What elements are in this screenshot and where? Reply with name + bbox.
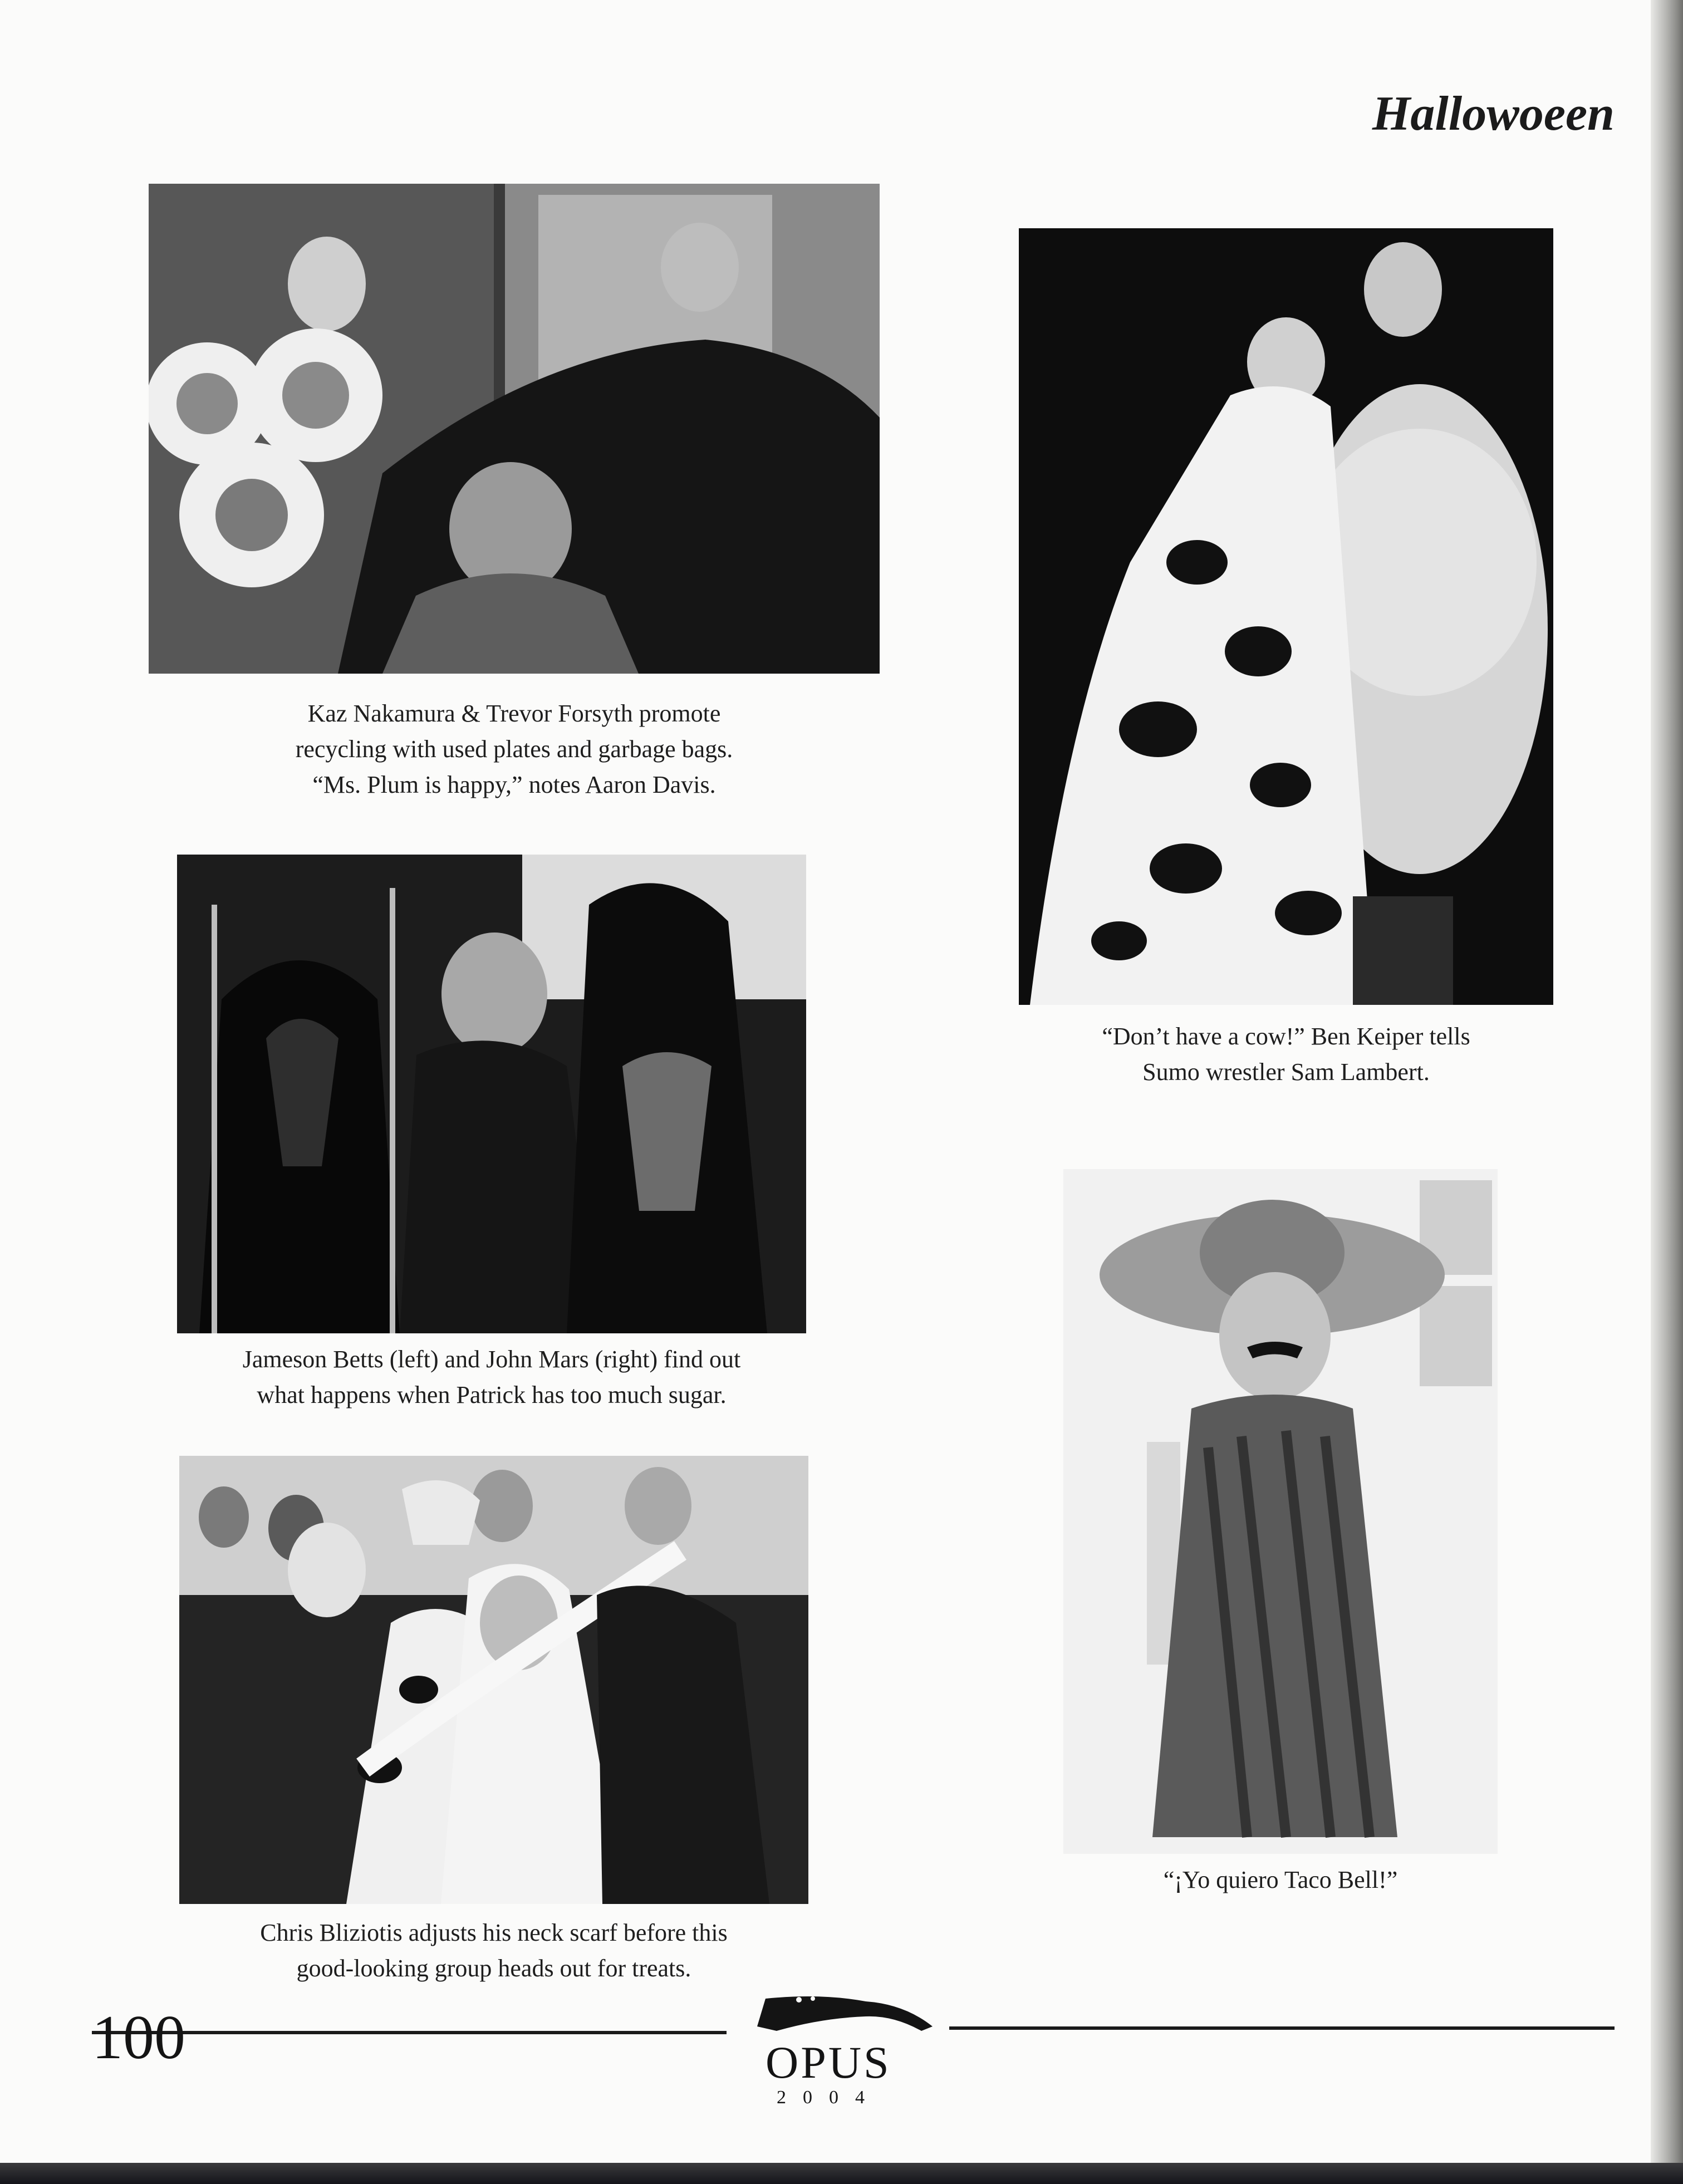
caption-group	[146, 1915, 842, 1986]
opus-car-icon	[754, 1987, 938, 2038]
logo-year: 2004	[777, 2087, 881, 2108]
caption-line: recycling with used plates and garbage bags.	[295, 735, 733, 763]
page-bottom-edge	[0, 2163, 1683, 2184]
caption-taco	[1063, 1862, 1498, 1898]
caption-line: Kaz Nakamura & Trevor Forsyth promote	[307, 700, 721, 727]
logo-word: OPUS	[766, 2037, 891, 2088]
photo-hooded-figures	[177, 855, 806, 1333]
caption-line: what happens when Patrick has too much sugar.	[257, 1381, 727, 1408]
caption-cow-sumo	[1019, 1019, 1553, 1090]
photo-sombrero-poncho	[1063, 1169, 1498, 1854]
caption-line: good-looking group heads out for treats.	[296, 1955, 691, 1982]
photo-recycling-costumes	[149, 184, 880, 674]
caption-line: “¡Yo quiero Taco Bell!”	[1163, 1866, 1398, 1893]
caption-recycling	[149, 696, 880, 803]
caption-hooded	[144, 1342, 840, 1413]
caption-line: Sumo wrestler Sam Lambert.	[1142, 1058, 1430, 1086]
photo-group-treats	[179, 1456, 808, 1904]
section-title: Hallowoeen	[1372, 87, 1615, 141]
caption-line: Jameson Betts (left) and John Mars (right) find out	[242, 1346, 741, 1373]
book-spine-shadow	[1651, 0, 1683, 2184]
caption-line: Chris Bliziotis adjusts his neck scarf before this	[260, 1919, 728, 1946]
caption-line: “Don’t have a cow!” Ben Keiper tells	[1102, 1023, 1470, 1050]
opus-logo	[754, 1987, 938, 2116]
photo-cow-and-sumo	[1019, 228, 1553, 1005]
footer-rule-right	[949, 2026, 1615, 2030]
page-number: 100	[92, 2003, 185, 2072]
caption-line: “Ms. Plum is happy,” notes Aaron Davis.	[312, 771, 716, 798]
